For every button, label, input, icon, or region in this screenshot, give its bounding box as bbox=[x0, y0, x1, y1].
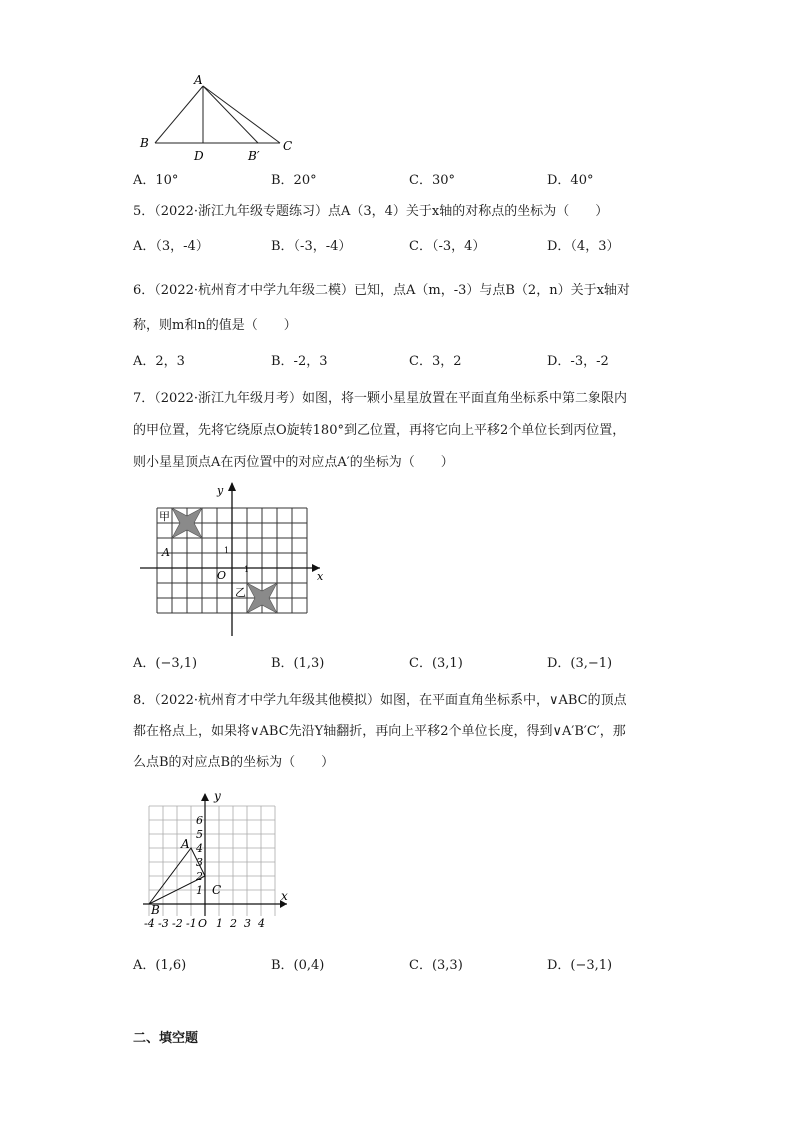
xtick-4: 4 bbox=[258, 917, 265, 930]
q8-option-d[interactable]: D．(−3,1) bbox=[547, 958, 613, 973]
ytick-2: 2 bbox=[196, 870, 203, 883]
q4-option-d[interactable]: D．40° bbox=[547, 173, 594, 188]
label-A: A bbox=[194, 73, 203, 87]
label-O: O bbox=[198, 917, 208, 930]
section-title: 二、填空题 bbox=[133, 1031, 199, 1046]
q7-option-a[interactable]: A．(−3,1) bbox=[133, 656, 198, 671]
label-O: O bbox=[217, 569, 227, 582]
label-B: B bbox=[151, 903, 160, 917]
q8-option-c[interactable]: C．(3,3) bbox=[409, 958, 463, 973]
label-A: A bbox=[162, 546, 170, 559]
q6-option-d[interactable]: D．-3，-2 bbox=[547, 354, 609, 369]
xtick-3: 3 bbox=[244, 917, 251, 930]
q4-option-c[interactable]: C．30° bbox=[409, 173, 455, 188]
label-B-prime: B′ bbox=[248, 149, 260, 163]
label-jia: 甲 bbox=[159, 510, 170, 523]
xtick-neg2: -2 bbox=[172, 917, 183, 930]
q8-question-line2: 都在格点上，如果将∨ABC先沿Y轴翻折，再向上平移2个单位长度，得到∨A′B′C′，那 bbox=[133, 724, 626, 739]
label-one-x: 1 bbox=[244, 565, 250, 574]
ytick-3: 3 bbox=[196, 856, 203, 869]
q7-option-d[interactable]: D．(3,−1) bbox=[547, 656, 613, 671]
q8-question-line1: 8．（2022·杭州育才中学九年级其他模拟）如图，在平面直角坐标系中，∨ABC的顶点 bbox=[133, 693, 627, 708]
xtick-2: 2 bbox=[230, 917, 237, 930]
q7-question-line3: 则小星星顶点A在丙位置中的对应点A′的坐标为（ ） bbox=[133, 455, 454, 470]
q5-option-b[interactable]: B．（-3，-4） bbox=[271, 239, 352, 254]
ytick-5: 5 bbox=[196, 828, 203, 841]
label-y: y bbox=[217, 484, 224, 497]
q6-question-line2: 称，则m和n的值是（ ） bbox=[133, 318, 297, 333]
q5-option-a[interactable]: A．（3，-4） bbox=[133, 239, 209, 254]
triangle-grid-figure bbox=[135, 788, 295, 934]
q8-question-line3: 么点B的对应点B的坐标为（ ） bbox=[133, 755, 335, 770]
q6-question-line1: 6．（2022·杭州育才中学九年级二模）已知，点A（m，-3）与点B（2，n）关于x轴对 bbox=[133, 283, 630, 298]
label-C: C bbox=[283, 139, 293, 153]
q7-option-c[interactable]: C．(3,1) bbox=[409, 656, 463, 671]
xtick-neg4: -4 bbox=[144, 917, 155, 930]
q7-option-b[interactable]: B．(1,3) bbox=[271, 656, 325, 671]
q7-question-line1: 7．（2022·浙江九年级月考）如图，将一颗小星星放置在平面直角坐标系中第二象限内 bbox=[133, 391, 627, 406]
label-x: x bbox=[281, 889, 288, 903]
label-one-y: 1 bbox=[224, 546, 230, 555]
q7-question-line2: 的甲位置，先将它绕原点O旋转180°到乙位置，再将它向上平移2个单位长到丙位置， bbox=[133, 423, 626, 438]
q8-option-b[interactable]: B．(0,4) bbox=[271, 958, 325, 973]
q8-option-a[interactable]: A．(1,6) bbox=[133, 958, 187, 973]
xtick-1: 1 bbox=[216, 917, 223, 930]
ytick-4: 4 bbox=[196, 842, 203, 855]
ytick-1: 1 bbox=[196, 884, 203, 897]
label-C: C bbox=[212, 883, 222, 897]
q6-option-a[interactable]: A．2，3 bbox=[133, 354, 185, 369]
q5-option-d[interactable]: D．（4，3） bbox=[547, 239, 620, 254]
xtick-neg3: -3 bbox=[158, 917, 169, 930]
label-D: D bbox=[194, 149, 204, 163]
xtick-neg1: -1 bbox=[186, 917, 197, 930]
q5-question: 5．（2022·浙江九年级专题练习）点A（3，4）关于x轴的对称点的坐标为（ ） bbox=[133, 204, 609, 219]
star-grid-figure bbox=[135, 478, 335, 640]
label-B: B bbox=[140, 136, 149, 150]
label-x: x bbox=[317, 570, 324, 583]
q6-option-b[interactable]: B．-2，3 bbox=[271, 354, 328, 369]
triangle-figure bbox=[130, 72, 300, 164]
ytick-6: 6 bbox=[196, 814, 203, 827]
label-A: A bbox=[181, 837, 190, 851]
q4-option-b[interactable]: B．20° bbox=[271, 173, 317, 188]
label-yi: 乙 bbox=[235, 586, 246, 599]
label-y: y bbox=[214, 789, 221, 803]
q6-option-c[interactable]: C．3，2 bbox=[409, 354, 462, 369]
q4-option-a[interactable]: A．10° bbox=[133, 173, 179, 188]
q5-option-c[interactable]: C．（-3，4） bbox=[409, 239, 486, 254]
